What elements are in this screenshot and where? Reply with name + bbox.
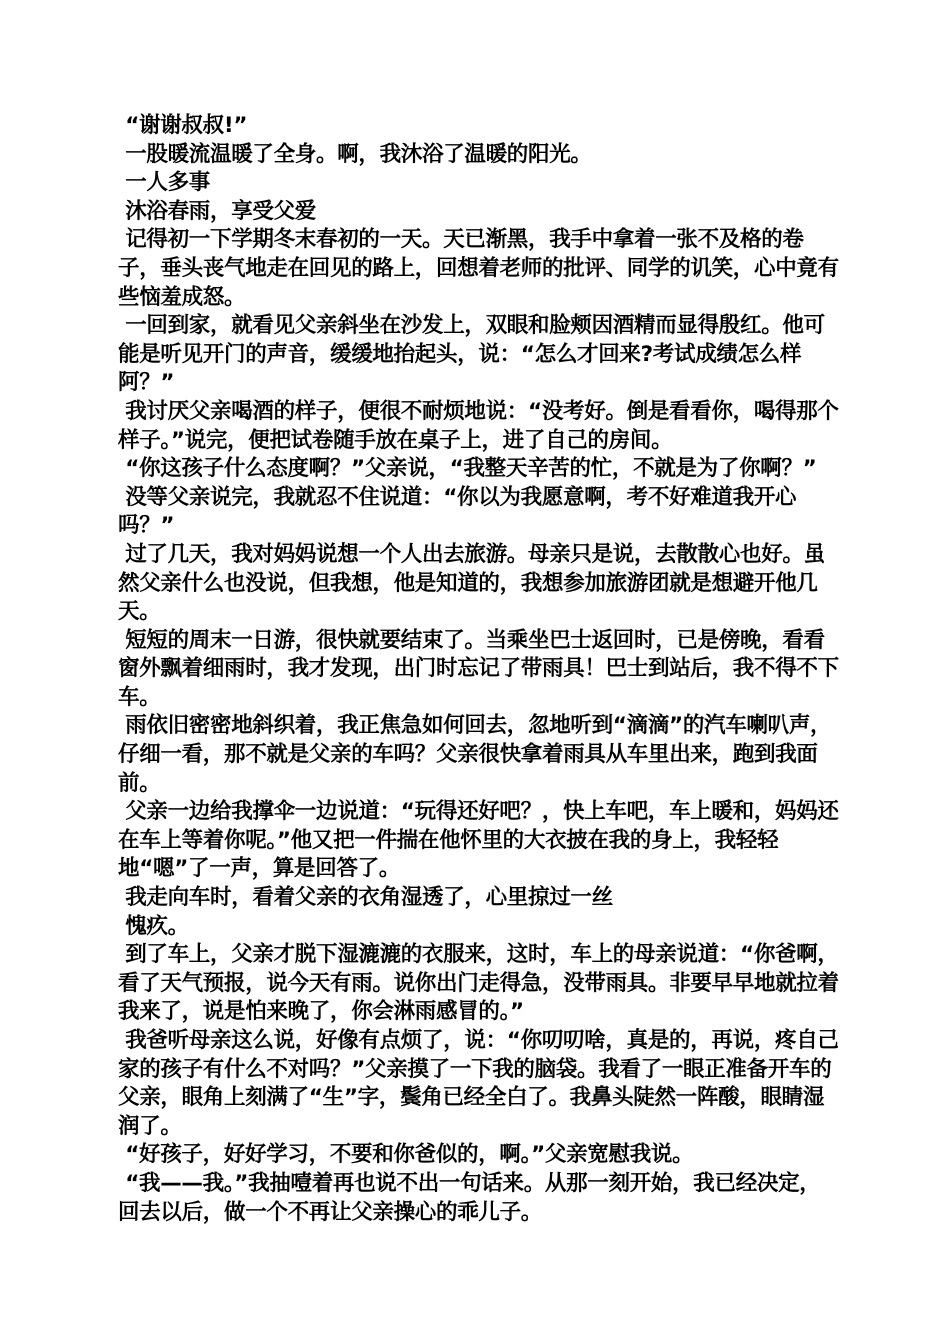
paragraph-17: 我爸听母亲这么说，好像有点烦了，说：“你叨叨啥，真是的，再说，疼自己家的孩子有什么不对吗？”父亲摸了一下我的脑袋。我看了一眼正准备开车的父亲，眼角上刻满了“生”字，鬓角已经全白了。我鼻头陡然一阵酸，眼睛湿润了。 [118,1028,839,1139]
paragraph-10: 过了几天，我对妈妈说想一个人出去旅游。母亲只是说，去散散心也好。虽然父亲什么也没说，但我想，他是知道的，我想参加旅游团就是想避开他几天。 [118,541,825,625]
paragraph-5: 记得初一下学期冬末春初的一天。天已渐黑，我手中拿着一张不及格的卷子，垂头丧气地走在回见的路上，回想着老师的批评、同学的讥笑，心中竟有些恼羞成怒。 [118,227,839,310]
paragraph-14: 我走向车时，看着父亲的衣角湿透了，心里掠过一丝 [118,885,613,911]
paragraph-7: 我讨厌父亲喝酒的样子，便很不耐烦地说：“没考好。倒是看看你，喝得那个样子。”说完，便把试卷随手放在桌子上，进了自己的房间。 [118,398,839,453]
paragraph-15: 愧疚。 [118,913,189,939]
section-heading: 一人多事 [118,170,210,196]
article-body [118,112,840,1227]
paragraph-11: 短短的周末一日游，很快就要结束了。当乘坐巴士返回时，已是傍晚，看看窗外飘着细雨时，我才发现，出门时忘记了带雨具！巴士到站后，我不得不下车。 [118,627,839,710]
paragraph-19: “我——我。”我抽噎着再也说不出一句话来。从那一刻开始，我已经决定，回去以后，做一个不再让父亲操心的乖儿子。 [118,1170,821,1225]
paragraph-1: “谢谢叔叔!” [118,113,248,138]
paragraph-18: “好孩子，好好学习，不要和你爸似的，啊。”父亲宽慰我说。 [118,1142,694,1168]
paragraph-16: 到了车上，父亲才脱下湿漉漉的衣服来，这时，车上的母亲说道：“你爸啊，看了天气预报，说今天有雨。说你出门走得急，没带雨具。非要早早地就拉着我来了，说是怕来晚了，你会淋雨感冒的。” [118,942,839,1025]
paragraph-6: 一回到家，就看见父亲斜坐在沙发上，双眼和脸颊因酒精而显得殷红。他可能是听见开门的声音，缓缓地抬起头，说：“怎么才回来?考试成绩怎么样阿？” [118,313,825,396]
paragraph-8: “你这孩子什么态度啊？”父亲说，“我整天辛苦的忙，不就是为了你啊？” [118,456,817,482]
paragraph-9: 没等父亲说完，我就忍不住说道：“你以为我愿意啊，考不好难道我开心吗？” [118,484,797,539]
article-title: 沐浴春雨，享受父爱 [118,198,316,224]
paragraph-12: 雨依旧密密地斜织着，我正焦急如何回去，忽地听到“滴滴”的汽车喇叭声，仔细一看，那不就是父亲的车吗？父亲很快拿着雨具从车里出来，跑到我面前。 [118,713,832,796]
paragraph-2: 一股暖流温暖了全身。啊，我沐浴了温暖的阳光。 [118,141,592,167]
paragraph-13: 父亲一边给我撑伞一边说道：“玩得还好吧？，快上车吧，车上暖和，妈妈还在车上等着你呢。”他又把一件揣在他怀里的大衣披在我的身上，我轻轻地“嗯”了一声，算是回答了。 [118,799,839,882]
